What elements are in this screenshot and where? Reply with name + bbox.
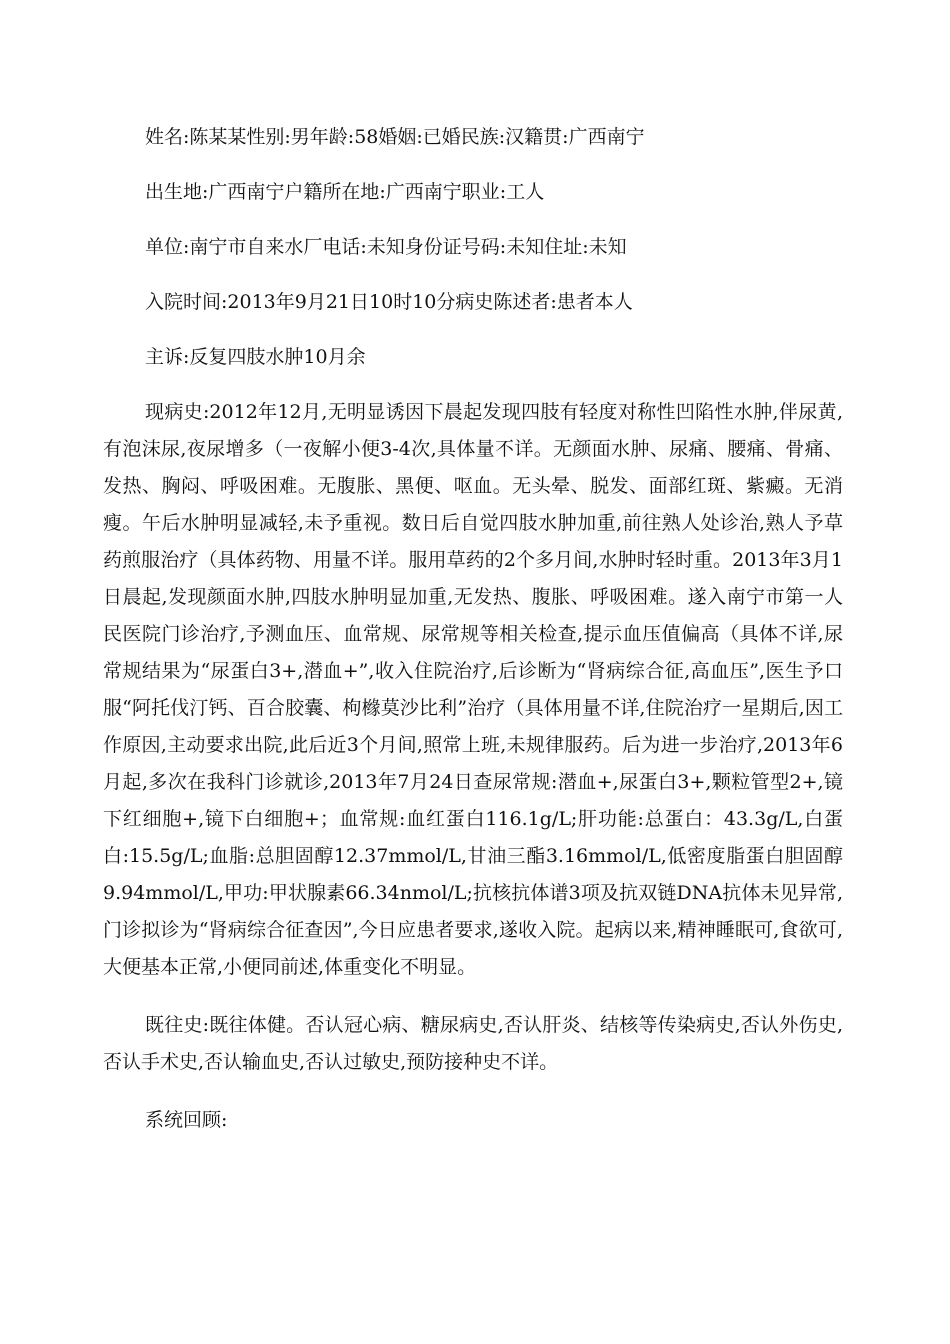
birthplace-info: 出生地:广西南宁户籍所在地:广西南宁职业:工人	[145, 181, 545, 203]
chief-complaint: 主诉:反复四肢水肿10月余	[145, 346, 366, 368]
past-medical-history: 既往史:既往体健。否认冠心病、糖尿病史,否认肝炎、结核等传染病史,否认外伤史,否认手术史,否认输血史,否认过敏史,预防接种史不详。	[103, 1014, 843, 1073]
present-illness-history: 现病史:2012年12月,无明显诱因下晨起发现四肢有轻度对称性凹陷性水肿,伴尿黄,有泡沫尿,夜尿增多（一夜解小便3-4次,具体量不详。无颜面水肿、尿痛、腰痛、骨痛、发热、胸闷、呼吸困难。无腹胀、黑便、呕血。无头晕、脱发、面部红斑、紫癜。无消瘦。午后水肿明显减轻,未予重视。数日后自觉四肢水肿加重,前往熟人处诊治,熟人予草药煎服治疗（具体药物、用量不详。服用草药的2个多月间,水肿时轻时重。2013年3月1日晨起,发现颜面水肿,四肢水肿明显加重,无发热、腹胀、呼吸困难。遂入南宁市第一人民医院门诊治疗,予测血压、血常规、尿常规等相关检查,提示血压值偏高（具体不详,尿常规结果为“尿蛋白3+,潜血+”,收入住院治疗,后诊断为“肾病综合征,高血压”,医生予口服“阿托伐汀钙、百合胶囊、枸橼莫沙比利”治疗（具体用量不详,住院治疗一星期后,因工作原因,主动要求出院,此后近3个月间,照常上班,未规律服药。后为进一步治疗,2013年6月起,多次在我科门诊就诊,2013年7月24日查尿常规:潜血+,尿蛋白3+,颗粒管型2+,镜下红细胞+,镜下白细胞+；血常规:血红蛋白116.1g/L;肝功能:总蛋白：43.3g/L,白蛋白:15.5g/L;血脂:总胆固醇12.37mmol/L,甘油三酯3.16mmol/L,低密度脂蛋白胆固醇9.94mmol/L,甲功:甲状腺素66.34nmol/L;抗核抗体谱3项及抗双链DNA抗体未见异常,门诊拟诊为“肾病综合征查因”,今日应患者要求,遂收入院。起病以来,精神睡眠可,食欲可,大便基本正常,小便同前述,体重变化不明显。	[103, 401, 843, 978]
system-review-heading: 系统回顾:	[145, 1109, 228, 1131]
employer-contact-info: 单位:南宁市自来水厂电话:未知身份证号码:未知住址:未知	[145, 236, 627, 258]
patient-basic-info: 姓名:陈某某性别:男年龄:58婚姻:已婚民族:汉籍贯:广西南宁	[145, 126, 645, 148]
admission-info: 入院时间:2013年9月21日10时10分病史陈述者:患者本人	[145, 291, 633, 313]
document-body	[103, 119, 843, 1139]
